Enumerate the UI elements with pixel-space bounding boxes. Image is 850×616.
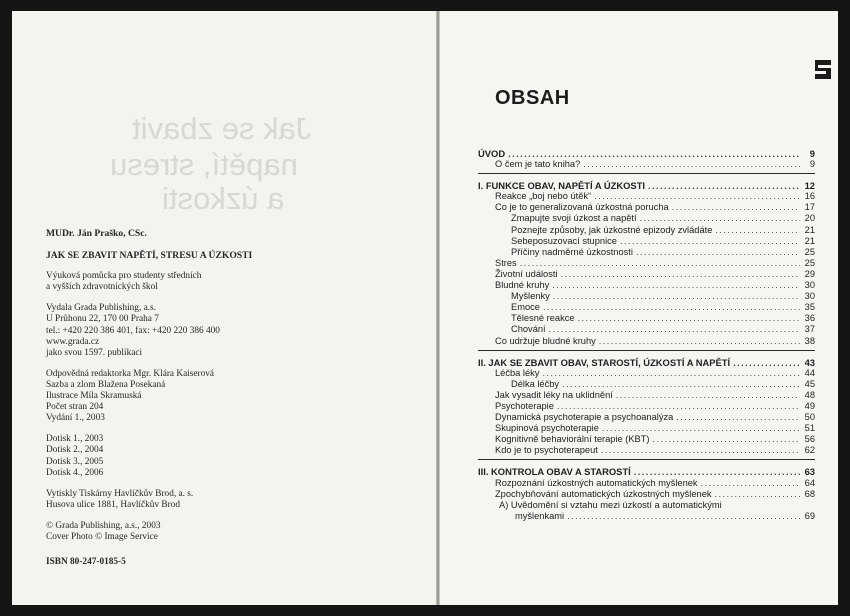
toc-entry (478, 489, 815, 500)
toc-entry (478, 202, 815, 213)
toc-entry (478, 236, 815, 247)
book-subtitle (46, 271, 406, 293)
imprint-line: Husova ulice 1881, Havlíčkův Brod (46, 499, 181, 510)
toc-leader-dots (561, 269, 800, 280)
imprint-line: U Průhonu 22, 170 00 Praha 7 (46, 314, 159, 325)
toc-entry (478, 357, 815, 368)
toc-leader-dots (672, 202, 800, 213)
toc-entry (478, 401, 815, 412)
toc-leader-dots (715, 489, 800, 500)
toc-entry (478, 225, 815, 236)
toc-entry-title: III. KONTROLA OBAV A STAROSTÍ (478, 466, 631, 478)
toc-page-number: 12 (804, 180, 815, 192)
toc-entry (478, 313, 815, 324)
toc-entry-title: Co je to generalizovaná úzkostná porucha (495, 202, 669, 213)
credits-info (46, 369, 406, 424)
toc-leader-dots (543, 302, 800, 313)
toc-entry (478, 445, 815, 456)
toc-entry (478, 291, 815, 302)
show-through-text: Jak se zbavit (132, 111, 312, 146)
toc-leader-dots (715, 225, 800, 236)
toc-page-number: 56 (804, 434, 815, 445)
toc-leader-dots (567, 511, 800, 522)
imprint-line: Ilustrace Míla Skramuská (46, 391, 142, 402)
imprint-line: Vydání 1., 2003 (46, 413, 105, 424)
imprint-line: Dotisk 3., 2005 (46, 456, 104, 467)
toc-page-number: 21 (804, 224, 815, 235)
toc-entry (478, 434, 815, 445)
toc-entry-title: Kdo je to psychoterapeut (495, 445, 598, 456)
reprint-info (46, 434, 406, 478)
toc-entry-title: Délka léčby (511, 378, 560, 389)
toc-page-number: 68 (804, 488, 815, 499)
toc-entry (478, 500, 815, 511)
table-of-contents (478, 148, 815, 522)
toc-entry (478, 180, 815, 191)
imprint-line: tel.: +420 220 386 401, fax: +420 220 386 400 (46, 325, 220, 336)
toc-page-number: 9 (809, 159, 815, 170)
imprint-line: Výuková pomůcka pro studenty středních (46, 271, 202, 282)
toc-entry-title: A) Uvědomění si vztahu mezi úzkostí a automatickými (499, 499, 722, 510)
toc-entry-title: myšlenkami (515, 510, 565, 521)
toc-entry-title: Chování (511, 324, 546, 335)
toc-entry-title: Bludné kruhy (495, 280, 550, 291)
imprint-line: jako svou 1597. publikaci (46, 347, 143, 358)
toc-entry (478, 379, 815, 390)
imprint-line: Dotisk 1., 2003 (46, 434, 104, 445)
toc-page-number: 48 (804, 389, 815, 400)
toc-entry (478, 191, 815, 202)
imprint-line: www.grada.cz (46, 336, 100, 347)
toc-page-number: 25 (804, 246, 815, 257)
toc-page-number: 25 (804, 257, 815, 268)
toc-entry-title: Léčba léky (495, 367, 540, 378)
toc-leader-dots (599, 336, 800, 347)
toc-entry-title: Dynamická psychoterapie a psychoanalýza (495, 412, 674, 423)
toc-page-number: 62 (804, 445, 815, 456)
toc-page-number: 44 (804, 367, 815, 378)
toc-entry (478, 302, 815, 313)
toc-entry-title: Zpochybňování automatických úzkostných myšlenek (495, 488, 712, 499)
toc-entry-title: Zmapujte svoji úzkost a napětí (511, 213, 637, 224)
toc-page-number: 50 (804, 412, 815, 423)
toc-leader-dots (557, 401, 800, 412)
isbn: ISBN 80-247-0185-5 (46, 557, 126, 568)
toc-entry-title: ÚVOD (478, 148, 506, 159)
toc-entry-title: Příčiny nadměrné úzkostnosti (511, 246, 633, 257)
toc-leader-dots (601, 445, 800, 456)
toc-entry-title: Rozpoznání úzkostných automatických myšlenek (495, 477, 698, 488)
toc-entry-title: Poznejte způsoby, jak úzkostné epizody zvládáte (511, 224, 713, 235)
toc-leader-dots (578, 313, 800, 324)
imprint-line: © Grada Publishing, a.s., 2003 (46, 520, 161, 531)
toc-page-number: 35 (804, 302, 815, 313)
toc-leader-dots (602, 423, 800, 434)
toc-leader-dots (552, 280, 800, 291)
toc-page-number: 45 (804, 378, 815, 389)
imprint-line: Vytiskly Tiskárny Havlíčkův Brod, a. s. (46, 488, 194, 499)
toc-entry (478, 336, 815, 347)
toc-page-number: 49 (804, 400, 815, 411)
toc-leader-dots (616, 390, 800, 401)
publisher-info (46, 303, 406, 358)
toc-page-number: 17 (804, 202, 815, 213)
show-through-text: napětí, stresu (110, 147, 298, 182)
imprint (46, 228, 406, 568)
toc-leader-dots (562, 379, 800, 390)
toc-page-number: 43 (804, 356, 815, 368)
toc-page-number: 37 (804, 324, 815, 335)
toc-entry-title: Tělesné reakce (511, 313, 575, 324)
toc-leader-dots (583, 159, 800, 170)
toc-page-number: 16 (804, 191, 815, 202)
toc-page-number: 69 (804, 510, 815, 521)
toc-leader-dots (733, 357, 800, 368)
toc-leader-dots (620, 236, 800, 247)
toc-entry-title: II. JAK SE ZBAVIT OBAV, STAROSTÍ, ÚZKOSTÍ A NAPĚTÍ (478, 356, 731, 368)
toc-entry (478, 466, 815, 477)
toc-entry (478, 423, 815, 434)
toc-page-number: 38 (804, 335, 815, 346)
toc-entry-title: Emoce (511, 302, 540, 313)
toc-leader-dots (508, 148, 800, 159)
toc-entry-title: Jak vysadit léky na uklidnění (495, 389, 613, 400)
toc-page-number: 29 (804, 268, 815, 279)
toc-entry-title: Stres (495, 257, 517, 268)
imprint-line: Počet stran 204 (46, 402, 104, 413)
toc-entry (478, 159, 815, 170)
toc-leader-dots (636, 247, 800, 258)
toc-leader-dots (653, 434, 800, 445)
book-title: JAK SE ZBAVIT NAPĚTÍ, STRESU A ÚZKOSTI (46, 250, 253, 262)
toc-leader-dots (594, 191, 800, 202)
show-through-text: a úzkosti (162, 181, 285, 216)
imprint-line: Dotisk 4., 2006 (46, 467, 104, 478)
imprint-line: Odpovědná redaktorka Mgr. Klára Kaiserová (46, 368, 215, 379)
toc-page-number: 64 (804, 477, 815, 488)
toc-entry-title: Reakce „boj nebo útěk“ (495, 191, 592, 202)
toc-entry (478, 511, 815, 522)
toc-page-number: 30 (804, 291, 815, 302)
toc-entry (478, 412, 815, 423)
toc-page-number: 36 (804, 313, 815, 324)
section-divider (478, 173, 815, 174)
toc-page-number: 21 (804, 235, 815, 246)
toc-entry (478, 269, 815, 280)
toc-leader-dots (701, 478, 800, 489)
toc-page-number: 63 (804, 466, 815, 478)
toc-page-number: 30 (804, 280, 815, 291)
toc-entry-title: Sebeposuzovací stupnice (511, 235, 617, 246)
toc-entry-title: Co udržuje bludné kruhy (495, 335, 596, 346)
toc-entry-title: Myšlenky (511, 291, 550, 302)
toc-entry (478, 258, 815, 269)
toc-leader-dots (553, 291, 800, 302)
toc-leader-dots (634, 466, 800, 477)
section-divider (478, 459, 815, 460)
toc-entry-title: O čem je tato kniha? (495, 159, 581, 170)
toc-entry-title: Skupinová psychoterapie (495, 423, 599, 434)
contents-heading: OBSAH (495, 87, 570, 109)
toc-page-number: 20 (804, 213, 815, 224)
toc-entry-title: Psychoterapie (495, 400, 554, 411)
toc-leader-dots (640, 213, 800, 224)
imprint-line: Vydala Grada Publishing, a.s. (46, 303, 156, 314)
toc-leader-dots (542, 368, 800, 379)
printer-info (46, 489, 406, 511)
toc-entry (478, 368, 815, 379)
toc-page-number: 51 (804, 423, 815, 434)
imprint-line: Sazba a zlom Blažena Posekaná (46, 379, 166, 390)
toc-entry-title: Životní události (495, 268, 558, 279)
toc-entry-title: Kognitivně behaviorální terapie (KBT) (495, 434, 650, 445)
toc-leader-dots (549, 324, 800, 335)
toc-entry (478, 324, 815, 335)
imprint-line: a vyšších zdravotnických škol (46, 282, 158, 293)
toc-entry (478, 390, 815, 401)
toc-page-number: 9 (809, 148, 815, 159)
author-name: MUDr. Ján Praško, CSc. (46, 228, 147, 239)
toc-entry (478, 213, 815, 224)
chapter-tab-icon (815, 60, 831, 79)
toc-entry (478, 148, 815, 159)
toc-leader-dots (520, 258, 800, 269)
section-divider (478, 350, 815, 351)
toc-entry (478, 280, 815, 291)
imprint-line: Dotisk 2., 2004 (46, 445, 104, 456)
toc-leader-dots (676, 412, 800, 423)
toc-leader-dots (648, 180, 800, 191)
toc-entry (478, 247, 815, 258)
toc-entry-title: I. FUNKCE OBAV, NAPĚTÍ A ÚZKOSTI (478, 180, 646, 192)
imprint-line: Cover Photo © Image Service (46, 531, 158, 542)
copyright-info (46, 521, 406, 543)
toc-entry (478, 478, 815, 489)
